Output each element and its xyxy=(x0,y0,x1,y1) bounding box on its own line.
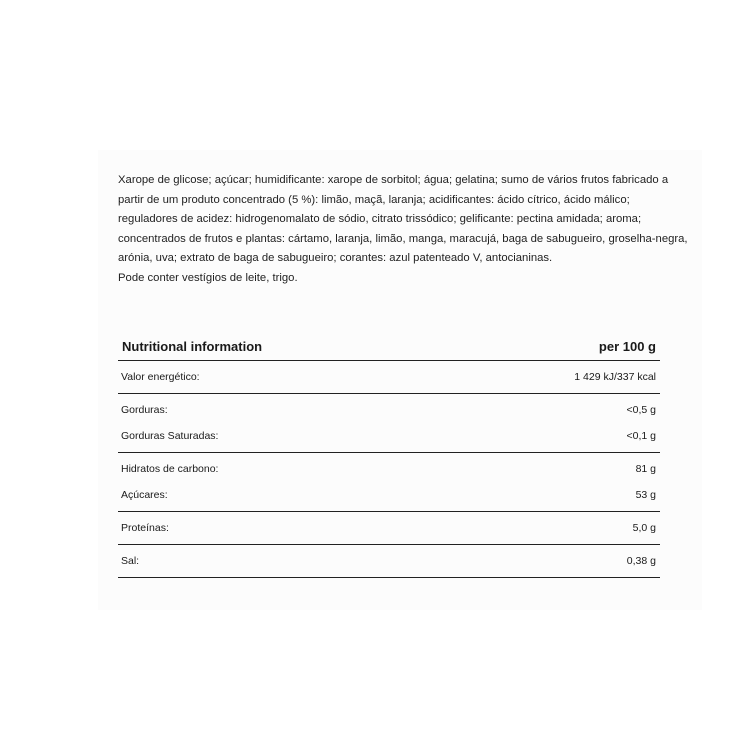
nutrition-header xyxy=(118,332,660,361)
row-value: <0,1 g xyxy=(626,430,656,442)
row-label: Gorduras: xyxy=(121,404,168,416)
row-label: Gorduras Saturadas: xyxy=(121,430,219,442)
table-row xyxy=(118,456,660,482)
row-label: Açúcares: xyxy=(121,489,168,501)
row-label: Proteínas: xyxy=(121,522,169,534)
table-row xyxy=(118,548,660,574)
table-row xyxy=(118,515,660,541)
nutrition-group-protein xyxy=(118,512,660,545)
nutrition-group-fats xyxy=(118,394,660,453)
nutrition-group-carbs xyxy=(118,453,660,512)
row-value: 5,0 g xyxy=(632,522,656,534)
nutrition-per: per 100 g xyxy=(598,338,656,354)
nutrition-table xyxy=(118,332,660,578)
allergen-text: Pode conter vestígios de leite, trigo. xyxy=(118,271,298,284)
row-label: Sal: xyxy=(121,555,140,567)
ingredients-text: Xarope de glicose; açúcar; humidificante: xarope de sorbitol; água; gelatina; sumo de vários frutos fabricado a partir de um produto concentrado (5 %): limão, maçã, laranja; acidificantes: ácido cítrico, ácido málico; reguladores de acidez: hidrogenomalato de sódio, citrato trissódico; gelificante: pectina amidada; aroma; concentrados de frutos e plantas: cártamo, laranja, limão, manga, maracujá, baga de sabugueiro, groselha-negra, arónia, uva; extrato de baga de sabugueiro; corantes: azul patenteado V, antocianinas. xyxy=(118,174,688,264)
nutrition-title: Nutritional information xyxy=(122,338,263,354)
row-value: 53 g xyxy=(635,489,656,501)
row-value: 0,38 g xyxy=(626,555,656,567)
row-label: Hidratos de carbono: xyxy=(121,463,219,475)
row-value: 81 g xyxy=(635,463,656,475)
table-row xyxy=(118,423,660,449)
row-value: 1 429 kJ/337 kcal xyxy=(574,371,656,383)
table-row xyxy=(118,482,660,508)
nutrition-group-energy xyxy=(118,361,660,394)
table-row xyxy=(118,364,660,390)
table-row xyxy=(118,397,660,423)
row-label: Valor energético: xyxy=(121,371,200,383)
ingredients-section xyxy=(118,171,688,288)
nutrition-group-salt xyxy=(118,545,660,578)
row-value: <0,5 g xyxy=(626,404,656,416)
